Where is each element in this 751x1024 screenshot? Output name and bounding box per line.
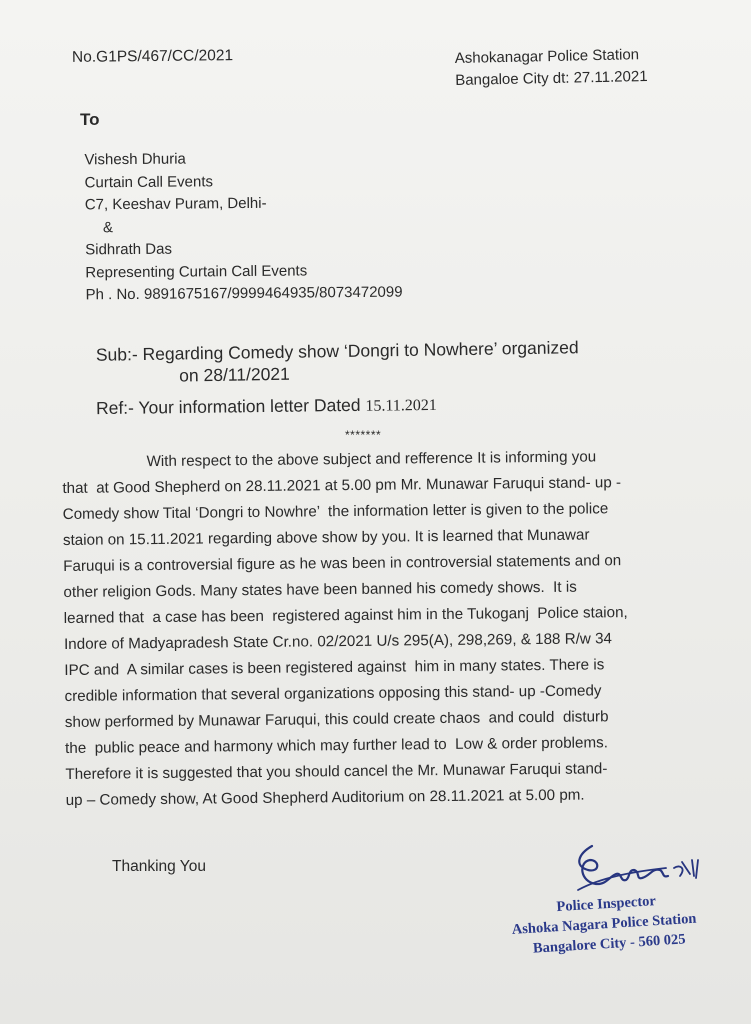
body-line: staion on 15.11.2021 regarding above show by you. It is learned that Munawar — [62, 526, 590, 549]
subject-date: on 28/11/2021 — [179, 363, 290, 386]
city-date: Bangaloe City dt: 27.11.2021 — [455, 67, 648, 90]
body-line: Therefore it is suggested that you should cancel the Mr. Munawar Faruqui stand- — [65, 760, 608, 783]
second-addressee-name: Sidhrath Das — [85, 240, 172, 259]
officer-stamp — [510, 889, 698, 960]
stamp-city: Bangalore City - 560 025 — [532, 931, 686, 957]
station-header — [455, 44, 648, 92]
reference-line — [96, 394, 437, 419]
separator: ******* — [345, 428, 382, 442]
body-line: IPC and A similar cases is been registered against him in many states. There is — [64, 656, 605, 679]
body-line: other religion Gods. Many states have been banned his comedy shows. It is — [63, 578, 577, 601]
phone-numbers: Ph . No. 9891675167/9999464935/8073472099 — [85, 283, 403, 304]
body-line: show performed by Munawar Faruqui, this could create chaos and could disturb — [64, 708, 609, 731]
body-line: Indore of Madyapradesh State Cr.no. 02/2021 U/s 295(A), 298,269, & 188 R/w 34 — [63, 630, 613, 653]
addressee-address: C7, Keeshav Puram, Delhi- — [84, 194, 267, 214]
reference-date: 15.11.2021 — [365, 396, 437, 415]
addressee-company: Curtain Call Events — [84, 172, 214, 191]
letter-body — [62, 443, 726, 814]
second-addressee-role: Representing Curtain Call Events — [85, 261, 308, 281]
body-line: With respect to the above subject and refference It is informing you — [62, 448, 597, 471]
stamp-station: Ashoka Nagara Police Station — [511, 910, 697, 938]
stamp-designation: Police Inspector — [556, 893, 657, 916]
body-line: learned that a case has been registered against him in the Tukoganj Police staion, — [63, 604, 628, 627]
reference-number: No.G1PS/467/CC/2021 — [71, 47, 234, 66]
body-line: that at Good Shepherd on 28.11.2021 at 5.00 pm Mr. Munawar Faruqui stand- up - — [62, 474, 622, 497]
to-label: To — [80, 110, 100, 129]
body-line: Comedy show Tital ‘Dongri to Nowhre’ the information letter is given to the police — [62, 500, 609, 523]
subject-line: Sub:- Regarding Comedy show ‘Dongri to Nowhere’ organized — [95, 337, 579, 365]
subject-block — [96, 336, 579, 388]
body-line: the public peace and harmony which may further lead to Low & order problems. — [65, 734, 609, 757]
addressee-name: Vishesh Dhuria — [84, 150, 186, 169]
body-line: credible information that several organizations opposing this stand- up -Comedy — [64, 682, 602, 705]
reference-text: Ref:- Your information letter Dated — [95, 394, 366, 419]
station-name: Ashokanagar Police Station — [454, 46, 640, 68]
closing: Thanking You — [112, 858, 206, 875]
addressee-block — [84, 147, 402, 307]
body-line: Faruqui is a controversial figure as he was been in controversial statements and on — [63, 552, 622, 575]
body-line: up – Comedy show, At Good Shepherd Auditorium on 28.11.2021 at 5.00 pm. — [65, 786, 585, 809]
ampersand: & — [102, 218, 114, 236]
